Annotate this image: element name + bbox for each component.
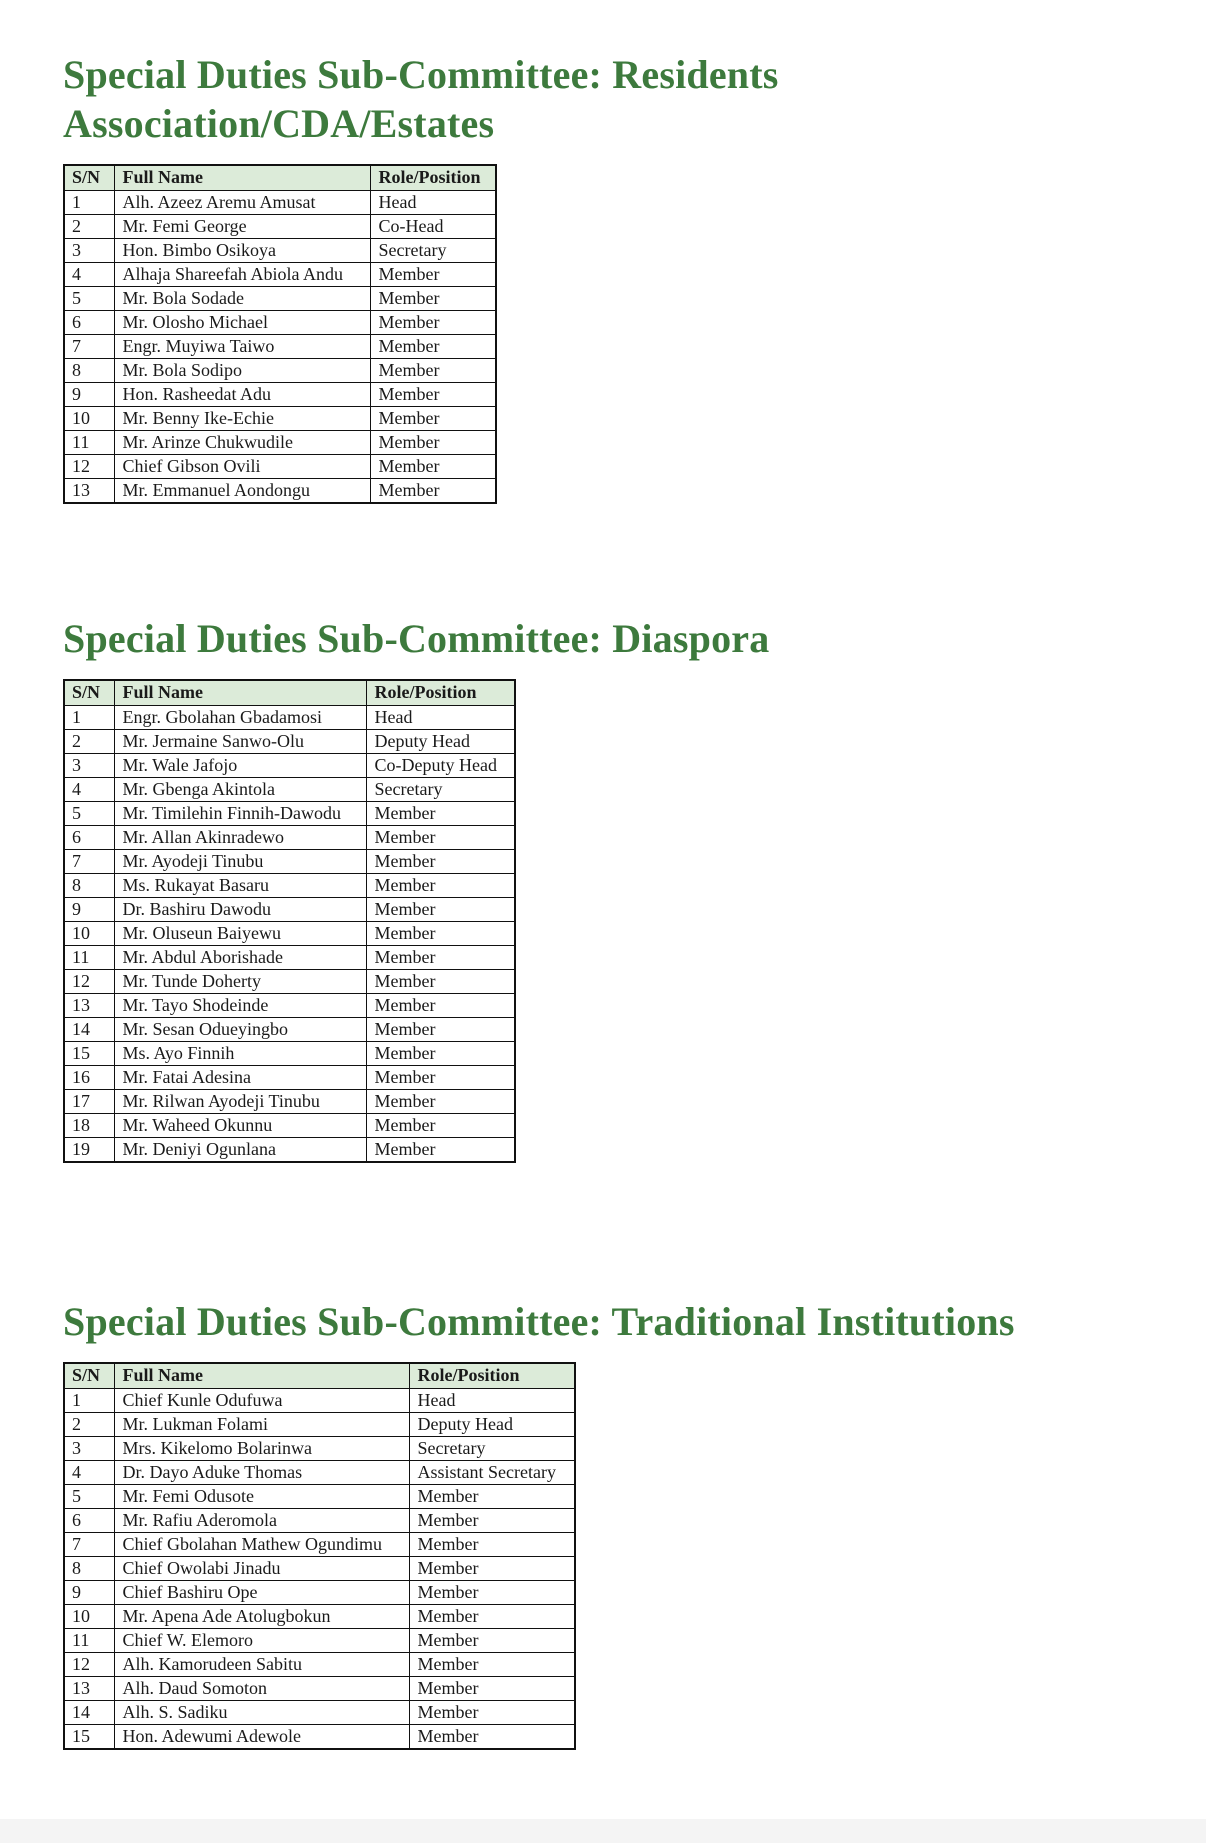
- cell-sn: 9: [64, 382, 114, 406]
- cell-sn: 15: [64, 1724, 114, 1749]
- table-row: [64, 1017, 515, 1041]
- cell-full-name: Chief Gbolahan Mathew Ogundimu: [114, 1532, 409, 1556]
- cell-full-name: Mr. Bola Sodipo: [114, 358, 370, 382]
- cell-role: Member: [366, 1065, 515, 1089]
- cell-full-name: Mr. Tayo Shodeinde: [114, 993, 366, 1017]
- table-row: [64, 286, 496, 310]
- table-row: [64, 921, 515, 945]
- cell-role: Assistant Secretary: [409, 1460, 575, 1484]
- cell-full-name: Mr. Rilwan Ayodeji Tinubu: [114, 1089, 366, 1113]
- cell-sn: 17: [64, 1089, 114, 1113]
- cell-full-name: Mr. Tunde Doherty: [114, 969, 366, 993]
- table-row: [64, 1065, 515, 1089]
- table-row: [64, 1137, 515, 1162]
- cell-full-name: Mr. Sesan Odueyingbo: [114, 1017, 366, 1041]
- table-row: [64, 1556, 575, 1580]
- cell-full-name: Mr. Abdul Aborishade: [114, 945, 366, 969]
- cell-full-name: Engr. Gbolahan Gbadamosi: [114, 705, 366, 729]
- cell-full-name: Mr. Oluseun Baiyewu: [114, 921, 366, 945]
- table-header-row: [64, 165, 496, 190]
- column-header-full-name: Full Name: [114, 680, 366, 705]
- cell-sn: 4: [64, 262, 114, 286]
- cell-full-name: Mr. Wale Jafojo: [114, 753, 366, 777]
- cell-full-name: Engr. Muyiwa Taiwo: [114, 334, 370, 358]
- table-row: [64, 753, 515, 777]
- column-header-role: Role/Position: [409, 1363, 575, 1388]
- table-row: [64, 825, 515, 849]
- cell-sn: 2: [64, 729, 114, 753]
- cell-role: Head: [366, 705, 515, 729]
- cell-sn: 14: [64, 1700, 114, 1724]
- table-row: [64, 334, 496, 358]
- cell-role: Member: [409, 1508, 575, 1532]
- cell-full-name: Chief Kunle Odufuwa: [114, 1388, 409, 1412]
- column-header-sn: S/N: [64, 165, 114, 190]
- table-row: [64, 310, 496, 334]
- cell-role: Head: [409, 1388, 575, 1412]
- cell-role: Secretary: [366, 777, 515, 801]
- cell-sn: 6: [64, 1508, 114, 1532]
- table-row: [64, 849, 515, 873]
- cell-role: Member: [409, 1484, 575, 1508]
- section-title: Special Duties Sub-Committee: Traditional Institutions: [63, 1299, 1015, 1344]
- cell-sn: 4: [64, 1460, 114, 1484]
- column-header-role: Role/Position: [366, 680, 515, 705]
- cell-sn: 1: [64, 1388, 114, 1412]
- cell-sn: 11: [64, 1628, 114, 1652]
- cell-role: Deputy Head: [409, 1412, 575, 1436]
- cell-role: Member: [409, 1652, 575, 1676]
- cell-sn: 2: [64, 214, 114, 238]
- cell-role: Member: [409, 1700, 575, 1724]
- table-row: [64, 897, 515, 921]
- cell-sn: 5: [64, 1484, 114, 1508]
- cell-role: Secretary: [370, 238, 496, 262]
- cell-role: Member: [409, 1580, 575, 1604]
- table-row: [64, 358, 496, 382]
- section-title: Special Duties Sub-Committee: Residents Association/CDA/Estates: [63, 52, 779, 146]
- cell-role: Member: [370, 262, 496, 286]
- cell-role: Member: [409, 1604, 575, 1628]
- table-row: [64, 705, 515, 729]
- cell-sn: 10: [64, 1604, 114, 1628]
- cell-role: Member: [366, 873, 515, 897]
- cell-sn: 7: [64, 334, 114, 358]
- table-row: [64, 1700, 575, 1724]
- cell-role: Member: [370, 382, 496, 406]
- cell-sn: 10: [64, 921, 114, 945]
- committee-table: [63, 679, 516, 1163]
- cell-full-name: Mr. Femi George: [114, 214, 370, 238]
- cell-full-name: Mr. Lukman Folami: [114, 1412, 409, 1436]
- table-row: [64, 1460, 575, 1484]
- cell-role: Member: [366, 921, 515, 945]
- cell-sn: 5: [64, 801, 114, 825]
- cell-sn: 9: [64, 897, 114, 921]
- table-header-row: [64, 680, 515, 705]
- cell-sn: 1: [64, 190, 114, 214]
- table-row: [64, 1604, 575, 1628]
- cell-full-name: Chief Owolabi Jinadu: [114, 1556, 409, 1580]
- table-row: [64, 190, 496, 214]
- table-row: [64, 1388, 575, 1412]
- cell-sn: 8: [64, 873, 114, 897]
- cell-role: Member: [370, 454, 496, 478]
- cell-full-name: Mr. Ayodeji Tinubu: [114, 849, 366, 873]
- cell-sn: 12: [64, 1652, 114, 1676]
- table-row: [64, 382, 496, 406]
- cell-sn: 8: [64, 358, 114, 382]
- committee-table: [63, 164, 497, 504]
- cell-sn: 3: [64, 1436, 114, 1460]
- cell-sn: 15: [64, 1041, 114, 1065]
- cell-role: Member: [366, 945, 515, 969]
- cell-sn: 8: [64, 1556, 114, 1580]
- cell-sn: 11: [64, 430, 114, 454]
- cell-full-name: Ms. Ayo Finnih: [114, 1041, 366, 1065]
- cell-role: Co-Head: [370, 214, 496, 238]
- cell-role: Head: [370, 190, 496, 214]
- table-row: [64, 801, 515, 825]
- cell-sn: 11: [64, 945, 114, 969]
- table-row: [64, 993, 515, 1017]
- cell-full-name: Dr. Bashiru Dawodu: [114, 897, 366, 921]
- cell-full-name: Mr. Femi Odusote: [114, 1484, 409, 1508]
- table-row: [64, 1113, 515, 1137]
- column-header-full-name: Full Name: [114, 165, 370, 190]
- table-row: [64, 1532, 575, 1556]
- cell-full-name: Alh. Azeez Aremu Amusat: [114, 190, 370, 214]
- cell-sn: 16: [64, 1065, 114, 1089]
- table-row: [64, 1724, 575, 1749]
- cell-full-name: Mr. Rafiu Aderomola: [114, 1508, 409, 1532]
- table-row: [64, 430, 496, 454]
- table-row: [64, 1580, 575, 1604]
- cell-role: Member: [370, 358, 496, 382]
- cell-sn: 9: [64, 1580, 114, 1604]
- cell-role: Member: [370, 406, 496, 430]
- cell-full-name: Hon. Rasheedat Adu: [114, 382, 370, 406]
- cell-full-name: Mr. Jermaine Sanwo-Olu: [114, 729, 366, 753]
- cell-sn: 10: [64, 406, 114, 430]
- cell-sn: 13: [64, 478, 114, 503]
- cell-full-name: Mr. Bola Sodade: [114, 286, 370, 310]
- residents-association-section: [63, 50, 963, 504]
- cell-sn: 4: [64, 777, 114, 801]
- cell-full-name: Mr. Deniyi Ogunlana: [114, 1137, 366, 1162]
- table-row: [64, 1676, 575, 1700]
- cell-role: Member: [370, 478, 496, 503]
- cell-sn: 1: [64, 705, 114, 729]
- traditional-institutions-section: [63, 1297, 1015, 1750]
- table-row: [64, 729, 515, 753]
- cell-full-name: Mr. Fatai Adesina: [114, 1065, 366, 1089]
- cell-role: Secretary: [409, 1436, 575, 1460]
- cell-full-name: Hon. Adewumi Adewole: [114, 1724, 409, 1749]
- cell-sn: 13: [64, 993, 114, 1017]
- cell-full-name: Hon. Bimbo Osikoya: [114, 238, 370, 262]
- cell-full-name: Dr. Dayo Aduke Thomas: [114, 1460, 409, 1484]
- cell-full-name: Mr. Timilehin Finnih-Dawodu: [114, 801, 366, 825]
- table-row: [64, 777, 515, 801]
- cell-sn: 7: [64, 849, 114, 873]
- table-row: [64, 214, 496, 238]
- cell-sn: 2: [64, 1412, 114, 1436]
- column-header-full-name: Full Name: [114, 1363, 409, 1388]
- cell-role: Member: [409, 1676, 575, 1700]
- cell-full-name: Chief W. Elemoro: [114, 1628, 409, 1652]
- table-row: [64, 1436, 575, 1460]
- cell-sn: 3: [64, 238, 114, 262]
- cell-full-name: Mr. Olosho Michael: [114, 310, 370, 334]
- cell-role: Member: [366, 849, 515, 873]
- cell-full-name: Chief Gibson Ovili: [114, 454, 370, 478]
- cell-role: Deputy Head: [366, 729, 515, 753]
- table-row: [64, 969, 515, 993]
- table-row: [64, 1628, 575, 1652]
- cell-sn: 12: [64, 969, 114, 993]
- table-row: [64, 945, 515, 969]
- committee-table: [63, 1362, 576, 1750]
- cell-role: Member: [366, 801, 515, 825]
- cell-role: Member: [370, 430, 496, 454]
- cell-full-name: Alh. S. Sadiku: [114, 1700, 409, 1724]
- cell-sn: 6: [64, 310, 114, 334]
- cell-full-name: Alhaja Shareefah Abiola Andu: [114, 262, 370, 286]
- cell-role: Member: [366, 1041, 515, 1065]
- cell-full-name: Mr. Emmanuel Aondongu: [114, 478, 370, 503]
- cell-sn: 14: [64, 1017, 114, 1041]
- cell-full-name: Chief Bashiru Ope: [114, 1580, 409, 1604]
- table-row: [64, 1652, 575, 1676]
- cell-full-name: Mr. Arinze Chukwudile: [114, 430, 370, 454]
- cell-role: Member: [366, 993, 515, 1017]
- cell-role: Member: [366, 897, 515, 921]
- cell-sn: 3: [64, 753, 114, 777]
- table-row: [64, 1508, 575, 1532]
- cell-role: Member: [366, 1113, 515, 1137]
- table-row: [64, 873, 515, 897]
- cell-sn: 7: [64, 1532, 114, 1556]
- column-header-sn: S/N: [64, 680, 114, 705]
- cell-full-name: Mr. Apena Ade Atolugbokun: [114, 1604, 409, 1628]
- cell-role: Member: [409, 1628, 575, 1652]
- cell-role: Member: [409, 1724, 575, 1749]
- cell-full-name: Mr. Waheed Okunnu: [114, 1113, 366, 1137]
- cell-sn: 6: [64, 825, 114, 849]
- table-row: [64, 1484, 575, 1508]
- cell-role: Member: [370, 286, 496, 310]
- cell-role: Member: [409, 1556, 575, 1580]
- cell-role: Member: [366, 825, 515, 849]
- table-row: [64, 454, 496, 478]
- table-row: [64, 1041, 515, 1065]
- cell-role: Member: [366, 969, 515, 993]
- cell-full-name: Mr. Gbenga Akintola: [114, 777, 366, 801]
- table-row: [64, 478, 496, 503]
- cell-sn: 12: [64, 454, 114, 478]
- section-title: Special Duties Sub-Committee: Diaspora: [63, 616, 770, 661]
- cell-full-name: Alh. Daud Somoton: [114, 1676, 409, 1700]
- cell-role: Member: [366, 1017, 515, 1041]
- cell-full-name: Ms. Rukayat Basaru: [114, 873, 366, 897]
- table-row: [64, 1412, 575, 1436]
- column-header-role: Role/Position: [370, 165, 496, 190]
- table-row: [64, 1089, 515, 1113]
- cell-sn: 13: [64, 1676, 114, 1700]
- cell-sn: 5: [64, 286, 114, 310]
- cell-role: Member: [366, 1137, 515, 1162]
- table-row: [64, 262, 496, 286]
- cell-full-name: Mr. Allan Akinradewo: [114, 825, 366, 849]
- cell-sn: 18: [64, 1113, 114, 1137]
- cell-role: Member: [366, 1089, 515, 1113]
- cell-role: Member: [370, 310, 496, 334]
- cell-role: Member: [370, 334, 496, 358]
- table-row: [64, 238, 496, 262]
- table-header-row: [64, 1363, 575, 1388]
- cell-full-name: Alh. Kamorudeen Sabitu: [114, 1652, 409, 1676]
- cell-role: Co-Deputy Head: [366, 753, 515, 777]
- cell-sn: 19: [64, 1137, 114, 1162]
- table-row: [64, 406, 496, 430]
- page-bottom-edge: [0, 1819, 1206, 1843]
- cell-full-name: Mrs. Kikelomo Bolarinwa: [114, 1436, 409, 1460]
- cell-full-name: Mr. Benny Ike-Echie: [114, 406, 370, 430]
- diaspora-section: [63, 614, 769, 1163]
- column-header-sn: S/N: [64, 1363, 114, 1388]
- cell-role: Member: [409, 1532, 575, 1556]
